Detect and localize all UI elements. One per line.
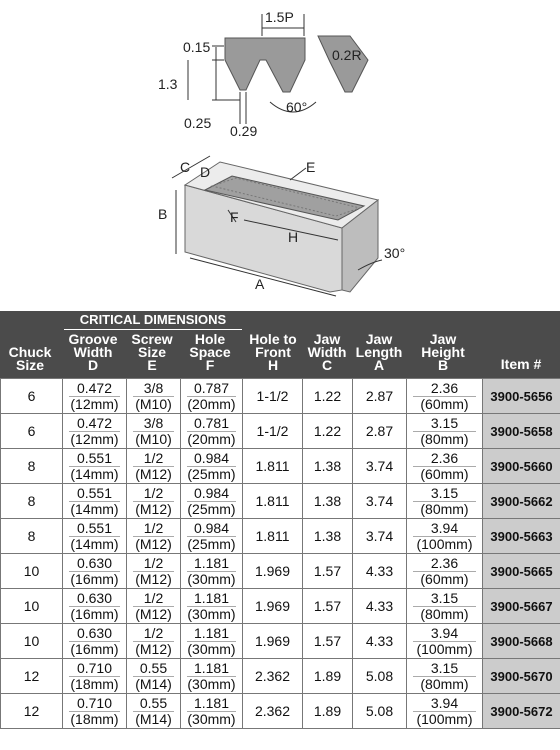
cell-groove-width-metric: (18mm) bbox=[70, 710, 119, 727]
cell-screw-size-inch: 1/2 bbox=[133, 486, 174, 502]
col-jaw-width-header bbox=[302, 333, 352, 372]
cell-screw-size-inch: 1/2 bbox=[133, 556, 174, 572]
col-hole-space-header bbox=[180, 333, 240, 372]
col-hole-space-line3: F bbox=[205, 357, 215, 373]
col-groove-line2: Width bbox=[73, 344, 113, 360]
cell-hole-space bbox=[181, 449, 243, 484]
groove-depth-label: 1.3 bbox=[158, 76, 178, 92]
col-jaw-length-line1: Jaw bbox=[365, 331, 393, 347]
cell-jaw-height-metric: (80mm) bbox=[420, 430, 469, 447]
cell-groove-width bbox=[63, 449, 127, 484]
col-item-label: Item # bbox=[500, 356, 542, 372]
cell-hole-to-front: 1-1/2 bbox=[243, 414, 303, 449]
col-jaw-height-line2: Height bbox=[421, 344, 465, 360]
cell-chuck-size: 8 bbox=[1, 484, 63, 519]
cell-hole-space bbox=[181, 554, 243, 589]
cell-jaw-height-inch: 2.36 bbox=[413, 451, 476, 467]
col-hole-space-line1: Hole bbox=[194, 331, 226, 347]
col-item-header bbox=[482, 358, 560, 371]
cell-jaw-height-inch: 2.36 bbox=[413, 381, 476, 397]
cell-groove-width-inch: 0.472 bbox=[69, 416, 120, 432]
cell-chuck-size: 10 bbox=[1, 589, 63, 624]
cell-hole-to-front: 1.969 bbox=[243, 589, 303, 624]
angle-30-label: 30° bbox=[384, 245, 406, 261]
jaw-width-c-label: C bbox=[180, 159, 191, 175]
cell-chuck-size: 12 bbox=[1, 694, 63, 729]
cell-jaw-height-inch: 3.15 bbox=[413, 661, 476, 677]
cell-chuck-size: 8 bbox=[1, 519, 63, 554]
cell-groove-width bbox=[63, 589, 127, 624]
cell-hole-space-inch: 1.181 bbox=[187, 661, 236, 677]
cell-jaw-height-inch: 2.36 bbox=[413, 556, 476, 572]
cell-screw-size-metric: (M10) bbox=[135, 395, 172, 412]
cell-hole-space-metric: (25mm) bbox=[187, 535, 236, 552]
cell-jaw-length: 3.74 bbox=[353, 519, 407, 554]
cell-jaw-width: 1.38 bbox=[303, 519, 353, 554]
hole-front-h-label: H bbox=[288, 229, 299, 245]
cell-hole-space-metric: (30mm) bbox=[187, 570, 236, 587]
cell-jaw-height-metric: (60mm) bbox=[420, 465, 469, 482]
cell-jaw-height bbox=[407, 694, 483, 729]
cell-screw-size-inch: 1/2 bbox=[133, 626, 174, 642]
cell-screw-size-metric: (M12) bbox=[135, 640, 172, 657]
dimension-diagrams bbox=[0, 0, 560, 305]
jaw-height-b-label: B bbox=[158, 206, 168, 222]
cell-groove-width-metric: (12mm) bbox=[70, 395, 119, 412]
cell-hole-space bbox=[181, 659, 243, 694]
cell-jaw-height-inch: 3.94 bbox=[413, 626, 476, 642]
cell-jaw-length: 3.74 bbox=[353, 449, 407, 484]
cell-jaw-height bbox=[407, 484, 483, 519]
cell-jaw-width: 1.22 bbox=[303, 414, 353, 449]
screw-size-e-label: E bbox=[306, 159, 316, 175]
cell-chuck-size: 6 bbox=[1, 379, 63, 414]
cell-groove-width-metric: (18mm) bbox=[70, 675, 119, 692]
col-jaw-length-header bbox=[352, 333, 406, 372]
table-row bbox=[1, 414, 560, 449]
dimensions-table bbox=[0, 378, 560, 729]
groove-top-label: 0.15 bbox=[183, 39, 211, 55]
table-body bbox=[1, 379, 560, 729]
cell-item-number: 3900-5667 bbox=[483, 589, 560, 624]
cell-hole-space-inch: 1.181 bbox=[187, 626, 236, 642]
cell-hole-space bbox=[181, 624, 243, 659]
cell-jaw-length: 2.87 bbox=[353, 379, 407, 414]
cell-screw-size-metric: (M14) bbox=[135, 710, 172, 727]
cell-jaw-height bbox=[407, 659, 483, 694]
cell-item-number: 3900-5656 bbox=[483, 379, 560, 414]
cell-groove-width-inch: 0.551 bbox=[69, 486, 120, 502]
cell-jaw-height-inch: 3.94 bbox=[413, 696, 476, 712]
cell-hole-to-front: 1-1/2 bbox=[243, 379, 303, 414]
cell-jaw-height bbox=[407, 589, 483, 624]
cell-groove-width-inch: 0.710 bbox=[69, 661, 120, 677]
cell-jaw-height bbox=[407, 379, 483, 414]
col-groove-line1: Groove bbox=[68, 331, 118, 347]
cell-chuck-size: 10 bbox=[1, 554, 63, 589]
cell-hole-space bbox=[181, 484, 243, 519]
cell-hole-space bbox=[181, 694, 243, 729]
cell-hole-space-inch: 1.181 bbox=[187, 556, 236, 572]
cell-hole-space-inch: 1.181 bbox=[187, 696, 236, 712]
cell-hole-space-inch: 0.984 bbox=[187, 521, 236, 537]
col-jaw-width-line3: C bbox=[321, 357, 333, 373]
cell-groove-width-inch: 0.551 bbox=[69, 451, 120, 467]
col-screw-line2: Size bbox=[137, 344, 166, 360]
cell-hole-space bbox=[181, 379, 243, 414]
col-chuck-header bbox=[0, 346, 60, 372]
cell-groove-width bbox=[63, 554, 127, 589]
col-hole-front-header bbox=[244, 333, 302, 372]
cell-hole-space-metric: (30mm) bbox=[187, 605, 236, 622]
cell-screw-size-metric: (M10) bbox=[135, 430, 172, 447]
cell-jaw-height-inch: 3.15 bbox=[413, 591, 476, 607]
cell-screw-size bbox=[127, 659, 181, 694]
groove-bottom-label: 0.25 bbox=[184, 115, 212, 131]
cell-screw-size bbox=[127, 379, 181, 414]
cell-screw-size-metric: (M12) bbox=[135, 500, 172, 517]
cell-jaw-width: 1.57 bbox=[303, 589, 353, 624]
cell-screw-size bbox=[127, 624, 181, 659]
col-jaw-height-line1: Jaw bbox=[429, 331, 457, 347]
cell-groove-width bbox=[63, 624, 127, 659]
cell-hole-to-front: 1.811 bbox=[243, 519, 303, 554]
cell-groove-width-inch: 0.710 bbox=[69, 696, 120, 712]
cell-groove-width-metric: (14mm) bbox=[70, 465, 119, 482]
cell-jaw-height-metric: (100mm) bbox=[416, 535, 473, 552]
cell-screw-size-inch: 3/8 bbox=[133, 416, 174, 432]
cell-groove-width-metric: (14mm) bbox=[70, 500, 119, 517]
cell-groove-width bbox=[63, 659, 127, 694]
col-jaw-length-line2: Length bbox=[355, 344, 403, 360]
cell-groove-width-metric: (14mm) bbox=[70, 535, 119, 552]
cell-groove-width bbox=[63, 519, 127, 554]
cell-screw-size bbox=[127, 414, 181, 449]
cell-groove-width bbox=[63, 414, 127, 449]
cell-jaw-length: 4.33 bbox=[353, 624, 407, 659]
pitch-label: 1.5P bbox=[265, 9, 294, 25]
critical-dimensions-label: CRITICAL DIMENSIONS bbox=[79, 312, 227, 327]
cell-item-number: 3900-5665 bbox=[483, 554, 560, 589]
col-jaw-length-line3: A bbox=[373, 357, 385, 373]
jaw-block-diagram bbox=[158, 156, 405, 296]
serration-profile-diagram bbox=[158, 9, 368, 139]
table-row bbox=[1, 519, 560, 554]
cell-groove-width-inch: 0.472 bbox=[69, 381, 120, 397]
cell-hole-to-front: 2.362 bbox=[243, 694, 303, 729]
jaw-length-a-label: A bbox=[255, 276, 265, 292]
cell-hole-space-inch: 1.181 bbox=[187, 591, 236, 607]
cell-jaw-width: 1.89 bbox=[303, 659, 353, 694]
col-hole-space-line2: Space bbox=[189, 344, 231, 360]
cell-screw-size bbox=[127, 519, 181, 554]
cell-screw-size-inch: 0.55 bbox=[133, 661, 174, 677]
cell-jaw-width: 1.57 bbox=[303, 624, 353, 659]
cell-hole-space bbox=[181, 519, 243, 554]
cell-hole-space-inch: 0.984 bbox=[187, 451, 236, 467]
table-row bbox=[1, 554, 560, 589]
cell-chuck-size: 6 bbox=[1, 414, 63, 449]
cell-hole-space-inch: 0.984 bbox=[187, 486, 236, 502]
cell-jaw-height bbox=[407, 624, 483, 659]
table-row bbox=[1, 694, 560, 729]
cell-hole-space bbox=[181, 589, 243, 624]
cell-hole-to-front: 1.969 bbox=[243, 624, 303, 659]
cell-hole-space-metric: (20mm) bbox=[187, 430, 236, 447]
cell-jaw-height-metric: (100mm) bbox=[416, 640, 473, 657]
cell-jaw-length: 4.33 bbox=[353, 554, 407, 589]
table-row bbox=[1, 624, 560, 659]
cell-screw-size-metric: (M12) bbox=[135, 465, 172, 482]
cell-hole-space-inch: 0.787 bbox=[187, 381, 236, 397]
cell-jaw-length: 4.33 bbox=[353, 589, 407, 624]
cell-jaw-width: 1.38 bbox=[303, 484, 353, 519]
table-row bbox=[1, 589, 560, 624]
cell-screw-size-inch: 1/2 bbox=[133, 451, 174, 467]
col-hole-front-line1: Hole to bbox=[249, 331, 297, 347]
cell-screw-size-metric: (M14) bbox=[135, 675, 172, 692]
cell-hole-to-front: 1.969 bbox=[243, 554, 303, 589]
cell-screw-size-metric: (M12) bbox=[135, 570, 172, 587]
cell-jaw-height-metric: (60mm) bbox=[420, 570, 469, 587]
cell-hole-to-front: 1.811 bbox=[243, 449, 303, 484]
cell-jaw-height bbox=[407, 449, 483, 484]
cell-groove-width-inch: 0.630 bbox=[69, 626, 120, 642]
cell-jaw-height bbox=[407, 519, 483, 554]
cell-hole-space bbox=[181, 414, 243, 449]
cell-jaw-height bbox=[407, 414, 483, 449]
col-jaw-width-line1: Jaw bbox=[313, 331, 341, 347]
cell-groove-width bbox=[63, 379, 127, 414]
cell-item-number: 3900-5663 bbox=[483, 519, 560, 554]
cell-screw-size bbox=[127, 484, 181, 519]
cell-item-number: 3900-5660 bbox=[483, 449, 560, 484]
cell-groove-width-metric: (16mm) bbox=[70, 570, 119, 587]
tip-width-label: 0.29 bbox=[230, 123, 258, 139]
cell-jaw-width: 1.57 bbox=[303, 554, 353, 589]
cell-hole-space-metric: (30mm) bbox=[187, 640, 236, 657]
cell-jaw-height-metric: (60mm) bbox=[420, 395, 469, 412]
col-screw-line3: E bbox=[147, 357, 157, 373]
cell-groove-width bbox=[63, 484, 127, 519]
cell-jaw-length: 5.08 bbox=[353, 694, 407, 729]
cell-groove-width-inch: 0.551 bbox=[69, 521, 120, 537]
cell-jaw-length: 3.74 bbox=[353, 484, 407, 519]
cell-hole-to-front: 1.811 bbox=[243, 484, 303, 519]
cell-screw-size bbox=[127, 589, 181, 624]
cell-groove-width bbox=[63, 694, 127, 729]
cell-jaw-height-inch: 3.94 bbox=[413, 521, 476, 537]
table-row bbox=[1, 659, 560, 694]
cell-screw-size-metric: (M12) bbox=[135, 535, 172, 552]
cell-jaw-height-inch: 3.15 bbox=[413, 416, 476, 432]
cell-jaw-width: 1.38 bbox=[303, 449, 353, 484]
cell-jaw-height bbox=[407, 554, 483, 589]
cell-hole-space-inch: 0.781 bbox=[187, 416, 236, 432]
cell-item-number: 3900-5670 bbox=[483, 659, 560, 694]
cell-chuck-size: 8 bbox=[1, 449, 63, 484]
cell-hole-space-metric: (30mm) bbox=[187, 675, 236, 692]
cell-hole-to-front: 2.362 bbox=[243, 659, 303, 694]
cell-groove-width-metric: (16mm) bbox=[70, 605, 119, 622]
cell-screw-size bbox=[127, 449, 181, 484]
cell-chuck-size: 12 bbox=[1, 659, 63, 694]
cell-screw-size bbox=[127, 554, 181, 589]
col-jaw-height-header bbox=[406, 333, 480, 372]
cell-hole-space-metric: (30mm) bbox=[187, 710, 236, 727]
cell-jaw-height-metric: (100mm) bbox=[416, 710, 473, 727]
cell-screw-size-inch: 1/2 bbox=[133, 591, 174, 607]
cell-screw-size-inch: 1/2 bbox=[133, 521, 174, 537]
col-jaw-height-line3: B bbox=[437, 357, 449, 373]
col-hole-front-line2: Front bbox=[255, 344, 291, 360]
col-jaw-width-line2: Width bbox=[307, 344, 347, 360]
cell-item-number: 3900-5668 bbox=[483, 624, 560, 659]
cell-jaw-width: 1.22 bbox=[303, 379, 353, 414]
cell-groove-width-metric: (12mm) bbox=[70, 430, 119, 447]
cell-screw-size-inch: 0.55 bbox=[133, 696, 174, 712]
col-screw-line1: Screw bbox=[131, 331, 173, 347]
table-row bbox=[1, 484, 560, 519]
cell-jaw-height-metric: (80mm) bbox=[420, 500, 469, 517]
cell-item-number: 3900-5672 bbox=[483, 694, 560, 729]
cell-hole-space-metric: (25mm) bbox=[187, 500, 236, 517]
col-hole-front-line3: H bbox=[267, 357, 279, 373]
cell-groove-width-inch: 0.630 bbox=[69, 591, 120, 607]
cell-jaw-height-metric: (80mm) bbox=[420, 675, 469, 692]
cell-jaw-length: 5.08 bbox=[353, 659, 407, 694]
cell-item-number: 3900-5658 bbox=[483, 414, 560, 449]
cell-jaw-width: 1.89 bbox=[303, 694, 353, 729]
cell-groove-width-metric: (16mm) bbox=[70, 640, 119, 657]
cell-hole-space-metric: (20mm) bbox=[187, 395, 236, 412]
cell-jaw-length: 2.87 bbox=[353, 414, 407, 449]
cell-item-number: 3900-5662 bbox=[483, 484, 560, 519]
cell-chuck-size: 10 bbox=[1, 624, 63, 659]
col-groove-header bbox=[62, 333, 124, 372]
col-groove-line3: D bbox=[87, 357, 99, 373]
cell-groove-width-inch: 0.630 bbox=[69, 556, 120, 572]
cell-screw-size-inch: 3/8 bbox=[133, 381, 174, 397]
cell-hole-space-metric: (25mm) bbox=[187, 465, 236, 482]
col-chuck-line1: Chuck bbox=[8, 344, 52, 360]
radius-label: 0.2R bbox=[332, 47, 362, 63]
table-row bbox=[1, 379, 560, 414]
table-row bbox=[1, 449, 560, 484]
hole-space-f-label: F bbox=[230, 209, 239, 225]
groove-width-d-label: D bbox=[200, 164, 211, 180]
col-screw-header bbox=[126, 333, 178, 372]
cell-screw-size-metric: (M12) bbox=[135, 605, 172, 622]
col-chuck-line2: Size bbox=[15, 357, 44, 373]
critical-dimensions-heading bbox=[64, 311, 242, 330]
cell-jaw-height-metric: (80mm) bbox=[420, 605, 469, 622]
cell-jaw-height-inch: 3.15 bbox=[413, 486, 476, 502]
angle-label: 60° bbox=[286, 99, 308, 115]
cell-screw-size bbox=[127, 694, 181, 729]
